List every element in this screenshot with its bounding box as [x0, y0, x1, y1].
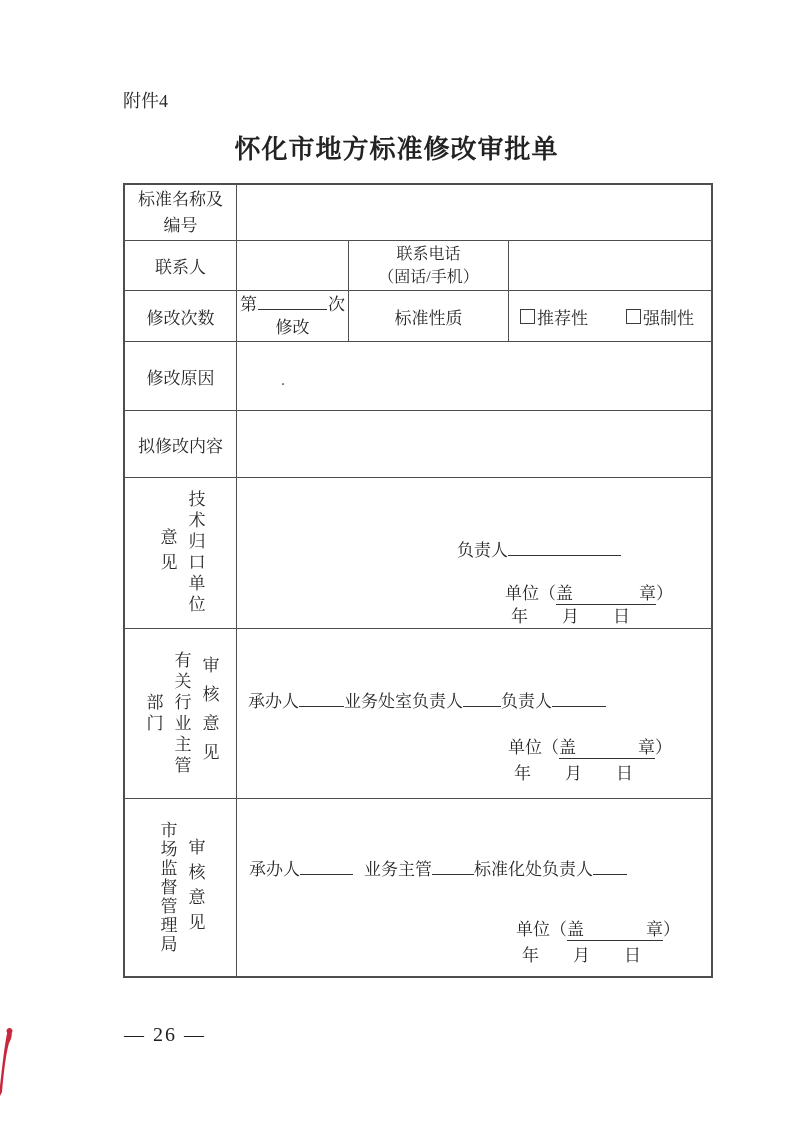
attachment-label: 附件4 — [123, 91, 168, 111]
signer-label: 业务主管 — [364, 860, 432, 879]
checkbox-icon — [520, 309, 535, 324]
vertical-label: 审核意见 — [199, 655, 219, 772]
vertical-label: 技术归口单位 — [185, 490, 205, 616]
stray-dot-mark: . — [281, 372, 285, 389]
row-proposed-content — [125, 411, 711, 478]
unit-label: 单位（ — [516, 920, 567, 939]
seal-blank — [559, 733, 655, 759]
signature-line-signers — [248, 687, 606, 712]
blank-underline — [300, 871, 353, 875]
label-line: （固话/手机） — [378, 268, 479, 286]
seal-right: 章 — [646, 920, 663, 939]
checkbox-icon — [626, 309, 641, 324]
field-value-phone — [509, 241, 711, 290]
signer-label: 负责人 — [457, 541, 508, 560]
blank-underline — [463, 703, 501, 707]
section-content-market — [237, 799, 711, 976]
blank-underline — [508, 552, 621, 556]
blank-underline — [258, 306, 327, 310]
field-label-revision-count: 修改次数 — [125, 291, 237, 341]
row-revision — [125, 291, 711, 342]
section-label-market — [125, 799, 237, 976]
unit-suffix: ） — [655, 738, 672, 757]
signer-label: 承办人 — [249, 860, 300, 879]
row-standard-name — [125, 185, 711, 241]
unit-seal-line — [508, 733, 672, 759]
seal-left: 盖 — [556, 584, 573, 603]
section-technical-opinion — [125, 478, 711, 629]
field-value-reason — [237, 342, 711, 410]
unit-label: 单位（ — [505, 584, 556, 603]
revision-ordinal — [237, 291, 348, 341]
field-value-proposed-content — [237, 411, 711, 477]
section-market-review — [125, 799, 711, 976]
blank-underline — [299, 703, 344, 707]
vertical-label: 有关行业主管 — [171, 650, 191, 777]
field-value-standard-name — [237, 185, 711, 240]
seal-left: 盖 — [559, 738, 576, 757]
blank-underline — [552, 703, 606, 707]
label-line: 联系电话 — [396, 245, 461, 263]
blank-underline — [432, 871, 474, 875]
seal-gap — [576, 751, 638, 753]
label-line: 编号 — [163, 215, 198, 235]
signature-line-responsible — [457, 536, 621, 561]
blank-underline — [593, 871, 627, 875]
field-label-standard-nature: 标准性质 — [349, 291, 509, 341]
ordinal-suffix: 次 — [328, 295, 345, 314]
vertical-label: 部门 — [143, 692, 163, 735]
section-industry-review — [125, 629, 711, 799]
unit-seal-line — [516, 915, 680, 941]
option-mandatory — [626, 304, 694, 329]
label-line: 标准名称及 — [138, 189, 223, 209]
approval-form-table — [123, 183, 713, 978]
revision-ordinal-line1 — [240, 293, 345, 316]
ordinal-prefix: 第 — [240, 295, 257, 314]
unit-suffix: ） — [656, 584, 673, 603]
unit-label: 单位（ — [508, 738, 559, 757]
row-contact — [125, 241, 711, 291]
page-number: — 26 — — [124, 1024, 206, 1046]
date-line: 年 月 日 — [522, 946, 641, 965]
field-label-reason: 修改原因 — [125, 342, 237, 410]
date-line: 年 月 日 — [511, 607, 630, 626]
field-value-standard-nature — [509, 291, 711, 341]
option-mandatory-label: 强制性 — [643, 308, 694, 328]
signer-label: 承办人 — [248, 692, 299, 711]
option-recommended-label: 推荐性 — [537, 308, 588, 328]
signer-label: 业务处室负责人 — [344, 692, 463, 711]
seal-right: 章 — [639, 584, 656, 603]
field-label-standard-name — [125, 185, 237, 240]
section-label-technical — [125, 478, 237, 628]
vertical-label: 市场监督管理局 — [157, 821, 177, 954]
signer-label: 标准化处负责人 — [474, 860, 593, 879]
seal-gap — [584, 933, 646, 935]
vertical-label: 审核意见 — [185, 837, 205, 938]
seal-gap — [573, 597, 639, 599]
field-value-revision-count — [237, 291, 349, 341]
option-recommended — [520, 304, 588, 329]
section-content-technical — [237, 478, 711, 628]
seal-left: 盖 — [567, 920, 584, 939]
seal-blank — [567, 915, 663, 941]
row-reason — [125, 342, 711, 411]
revision-ordinal-line2: 修改 — [275, 318, 310, 337]
field-label-phone — [349, 241, 509, 290]
section-content-industry — [237, 629, 711, 798]
field-label-proposed-content: 拟修改内容 — [125, 411, 237, 477]
field-value-contact — [237, 241, 349, 290]
date-line: 年 月 日 — [514, 764, 633, 783]
seal-right: 章 — [638, 738, 655, 757]
unit-suffix: ） — [663, 920, 680, 939]
red-pen-mark — [0, 1026, 16, 1098]
signer-label: 负责人 — [501, 692, 552, 711]
page-title: 怀化市地方标准修改审批单 — [234, 135, 559, 164]
vertical-label: 意见 — [157, 528, 177, 578]
field-label-contact: 联系人 — [125, 241, 237, 290]
signature-line-signers — [249, 855, 627, 880]
section-label-industry — [125, 629, 237, 798]
